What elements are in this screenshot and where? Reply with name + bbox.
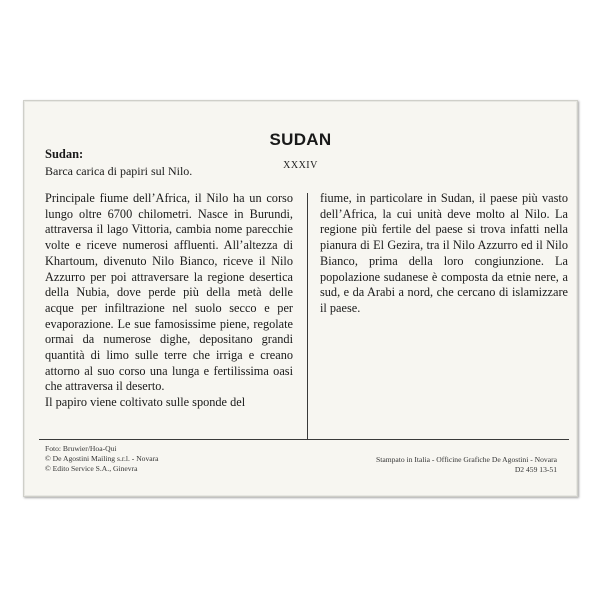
- printer-info: [376, 455, 557, 475]
- left-paragraph-2: Il papiro viene coltivato sulle sponde del: [45, 395, 246, 410]
- photo-caption: Barca carica di papiri sul Nilo.: [45, 164, 193, 178]
- card-numeral: XXXIV: [283, 160, 318, 171]
- column-divider: [307, 193, 308, 439]
- credit-line-photo: Foto: Bruwier/Hoa-Qui: [45, 444, 117, 453]
- credit-line-edito: © Edito Service S.A., Ginevra: [45, 464, 138, 473]
- card-code: D2 459 13-51: [514, 465, 557, 474]
- text-column-left: [45, 191, 293, 441]
- right-paragraph: fiume, in particolare in Sudan, il paese più vasto dell’Africa, la cui unità deve molto al Nilo. La regione più fertile del paese si trova infatti nella pianura di El Gezira, tra il Nilo Azzurro ed il Nilo Bianco, prima della loro congiunzione. La popolazione sudanese è composta da etnie nere, a sud, e da Arabi a nord, che cercano di islamizzare il paese.: [320, 191, 568, 315]
- text-column-right: [320, 191, 568, 317]
- country-heading: Sudan:: [45, 147, 84, 161]
- card-title: SUDAN: [269, 130, 332, 149]
- left-paragraph-1: Principale fiume dell’Africa, il Nilo ha un corso lungo oltre 6700 chilometri. Nasce in Burundi, attraversa il lago Vittoria, cambia nome parecchie volte e riceve numerosi affluenti. All’altezza di Khartoum, divenuto Nilo Bianco, riceve il Nilo Azzurro per poi attraversare la regione desertica della Nubia, dove perde più della metà delle acque per infiltrazione nel suolo secco e per evaporazione. Le sue famosissime piene, regolate ormai da numerose dighe, depositano grandi quantità di limo sulle terre che irriga e creano attorno al suo corso una lunga e fertilissima oasi che attraversa il deserto.: [45, 191, 293, 394]
- postcard-back: [23, 100, 578, 497]
- photo-credits: [45, 444, 159, 474]
- printer-line: Stampato in Italia - Officine Grafiche De Agostini - Novara: [376, 455, 557, 464]
- credit-line-mailing: © De Agostini Mailing s.r.l. - Novara: [45, 454, 159, 463]
- footer-divider: [39, 439, 569, 440]
